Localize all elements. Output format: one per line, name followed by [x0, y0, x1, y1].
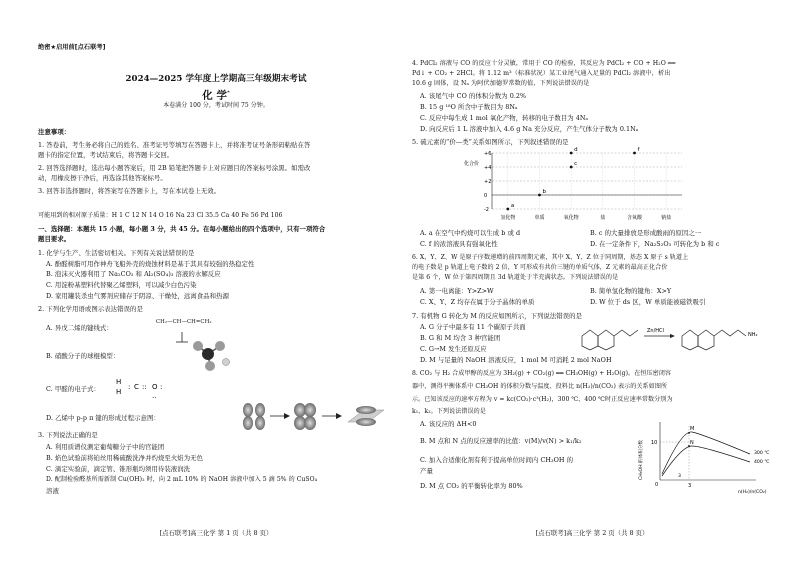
q1-option-a: A. 酚醛树脂可用作神舟飞船外壳的烧蚀材料是基于其具有较强的热稳定性 — [46, 260, 255, 268]
q5-option-c: C. f 的浓溶液具有强氧化性 — [420, 240, 498, 248]
q6-option-d: D. W 位于 ds 区，W 单质能被磁铁吸引 — [590, 298, 706, 306]
data-point-label: a — [510, 203, 515, 209]
q2-option-a: A. 异戊二烯的键线式： — [46, 324, 113, 332]
q5-option-b: B. c 的大量排放是形成酸雨的原因之一 — [590, 229, 702, 237]
data-point-label: c — [574, 161, 578, 167]
g-to-m-reaction-icon — [572, 318, 768, 354]
q8-line: 器中，测得平衡体系中 CH₃OH 的体积分数与温度、投料比 n(H₂)/n(CO₂) 表示的关系如图所 — [412, 383, 668, 390]
q6-line: 是第 6 个，W 位于第四周期且 3d 轨道处于半充满状态。下列说法错误的是 — [412, 274, 619, 281]
series-label: 300 ℃ — [754, 451, 770, 456]
page-footer-right: [点石联考]高三化学 第 2 页（共 8 页） — [535, 529, 649, 537]
q8-option-b: B. M 点和 N 点的反应速率的比值：v(M)/v(N) > k₁/k₂ — [420, 437, 582, 445]
x-axis-label: n(H₂)/n(CO₂) — [738, 490, 767, 495]
q1-stem: 1. 化学与生产、生活密切相关。下列有关说法错误的是 — [38, 249, 195, 257]
q4-line: 4. PdCl₂ 溶液与 CO 的反应十分灵敏，常用于 CO 的检验，其反应为 PdCl₂ + CO + H₂O ══ — [412, 60, 676, 67]
svg-text::: : — [160, 383, 163, 391]
data-point — [688, 445, 690, 447]
exam-title: 2024—2025 学年度上学期高三年级期末考试 — [125, 74, 307, 84]
x-tick-label: 钠盐 — [661, 215, 672, 221]
y-tick-label: 0 — [484, 193, 488, 199]
right-column — [412, 0, 772, 561]
q5-stem: 5. 硫元素的“价—类”关系如图所示，下列叙述错误的是 — [412, 138, 569, 146]
series-line — [662, 432, 750, 474]
q7-option-d: D. M 与足量的 NaOH 溶液反应，1 mol M 可消耗 2 mol NaOH — [420, 356, 612, 364]
left-column — [38, 0, 394, 561]
notice-line: 3. 回答非选择题时，将答案写在答题卡上，写在本试卷上无效。 — [38, 187, 221, 195]
q3-stem: 3. 下列说法正确的是 — [38, 431, 98, 439]
methanol-fraction-chart — [634, 416, 770, 504]
q1-option-b: B. 泡沫灭火器利用了 Na₂CO₃ 和 Al₂(SO₄)₃ 溶液的水解反应 — [46, 270, 221, 278]
q3-option-a: A. 利用质谱仪测定葡萄糖分子中的官能团 — [46, 443, 165, 451]
svg-text:NH₂: NH₂ — [748, 332, 758, 338]
svg-text:O: O — [152, 383, 158, 391]
notice-line: 题卡的指定位置，考试结束后，将答题卡交回。 — [38, 151, 174, 159]
section-heading: 一、选择题：本题共 15 小题，每小题 3 分，共 45 分。在每小题给出的四个选项中，只有一项符合 — [38, 225, 326, 233]
q4-line: 10.6 g 固体，设 Nₐ 为阿伏加德罗常数的值，下列说法错误的是 — [412, 80, 590, 87]
q6-line: 6. X、Y、Z、W 是原子序数递增的前四周期元素，其中 X、Y、Z 位于同周期，基态 X 原子 s 轨道上 — [412, 254, 689, 261]
q2-option-b: B. 硝酸分子的球棍模型： — [46, 352, 120, 360]
y-tick-label: +2 — [484, 179, 492, 185]
notice-line: 动，用橡皮擦干净后，再选涂其他答案标号。 — [38, 174, 167, 182]
q8-option-d: D. M 点 CO₂ 的平衡转化率为 80% — [420, 482, 523, 490]
secret-label: 绝密★启用前[点石联考] — [38, 44, 106, 51]
q5-option-a: A. a 在空气中灼烧可以生成 b 或 d — [420, 229, 521, 237]
q3-option-b: B. 焰色试验前将铂丝用稀硫酸洗净并灼烧至火焰为无色 — [46, 454, 204, 462]
sulfur-valence-chart — [462, 147, 722, 229]
atomic-mass: 可能用到的相对原子质量：H 1 C 12 N 14 O 16 Na 23 Cl 35.5 Ca 40 Fe 56 Pd 106 — [38, 212, 283, 219]
q4-option-c: C. 反应中每生成 1 mol 氧化产物，转移的电子数目为 4Nₐ — [420, 114, 589, 122]
x-tick-label: 盐 — [600, 215, 606, 221]
q2-option-d: D. 乙烯中 p-p π 键的形成过程示意图： — [46, 414, 160, 422]
data-point-label: d — [574, 147, 578, 153]
q8-option-a: A. 该反应的 ΔH<0 — [420, 420, 477, 428]
q1-option-d: D. 家用罐装杀虫气雾剂应储存于阴凉、干燥处，远离食品和热源 — [46, 292, 230, 300]
origin-label: 0 — [655, 482, 659, 488]
x-tick-label: 含氧酸 — [626, 215, 643, 221]
point-label: M — [690, 426, 695, 432]
q8-line: 8. CO₂ 与 H₂ 合成甲醇的反应为 3H₂(g) + CO₂(g) ══ CH₃OH(g) + H₂O(g)。在恒压密闭容 — [412, 370, 672, 377]
q7-stem: 7. 有机物 G 转化为 M 的反应如图所示，下列说法错误的是 — [412, 312, 583, 320]
q3-option-d: D. 配制检验醛基所需新制 Cu(OH)₂ 时，向 2 mL 10% 的 NaOH 溶液中加入 5 滴 5% 的 CuSO₄ — [46, 476, 318, 483]
notice-line: 2. 回答选择题时，选出每小题答案后，用 2B 铅笔把答题卡上对应题目的答案标号涂黑。如需改 — [38, 164, 311, 172]
notice-heading: 注意事项： — [38, 128, 71, 136]
data-point-label: b — [542, 189, 546, 195]
x-tick-label: 氧化物 — [563, 215, 579, 221]
subject-title: 化 学* — [202, 89, 230, 102]
q2-option-c: C. 甲醛的电子式： — [46, 385, 100, 393]
svg-text:H: H — [116, 388, 122, 396]
x-tick-label: 氢化物 — [500, 215, 516, 221]
data-point — [570, 166, 573, 169]
q8-line: 示。已知该反应的速率方程为 v = kc(CO₂)·c³(H₂)，300 ℃、400 ℃时正反应速率常数分别为 — [412, 396, 673, 403]
nitric-acid-ball-stick-icon — [188, 336, 236, 372]
svg-text:::: :: — [142, 383, 147, 391]
q6-option-c: C. X、Y、Z 均存在属于分子晶体的单质 — [420, 298, 535, 306]
q4-option-a: A. 该尾气中 CO 的体积分数为 0.2% — [420, 92, 527, 100]
x-tick-label: 单质 — [534, 215, 545, 221]
svg-text:..: .. — [152, 392, 157, 400]
q7-option-c: C. G→M 发生还原反应 — [420, 345, 487, 353]
pi-bond-orbital-icon — [238, 402, 388, 430]
data-point — [538, 194, 541, 197]
methanol-chart-svg — [634, 416, 770, 500]
annotation-label: 3 — [678, 474, 681, 479]
data-point — [570, 152, 573, 155]
exam-meta: 本卷满分 100 分，考试时间 75 分钟。 — [163, 102, 269, 109]
svg-text:H: H — [116, 378, 122, 386]
q2-structure-formula: CH₂—CH—CH=CH₂ — [156, 319, 212, 325]
formaldehyde-electron-formula-icon — [108, 374, 168, 408]
q3-option-c: C. 滴定实验前，滴定管、锥形瓶均须用待装液润洗 — [46, 465, 191, 473]
section-heading-cont: 题目要求。 — [38, 235, 71, 243]
q7-option-b: B. G 和 M 均含 3 种官能团 — [420, 334, 501, 342]
q4-option-b: B. 15 g ¹⁸O 所含中子数目为 8Nₐ — [420, 103, 518, 111]
y-tick-label: -2 — [484, 207, 489, 213]
y-tick-label: +4 — [484, 165, 492, 171]
q6-option-a: A. 第一电离能：Y>Z>W — [420, 287, 494, 295]
series-label: 400 ℃ — [754, 460, 770, 465]
point-label: N — [690, 440, 694, 446]
q1-option-c: C. 用淀粉基塑料代替聚乙烯塑料，可以减少白色污染 — [46, 281, 197, 289]
data-point — [688, 432, 690, 434]
y-tick-label: +6 — [484, 151, 492, 157]
svg-text:C: C — [134, 383, 139, 391]
q8-option-c-cont: 产量 — [420, 467, 433, 475]
data-point — [633, 152, 636, 155]
reaction-arrow-label: Zn/HCl — [647, 328, 664, 334]
page-footer-left: [点石联考]高三化学 第 1 页（共 8 页） — [159, 529, 273, 537]
q3-option-d-cont: 溶液 — [46, 487, 59, 495]
q5-option-d: D. 在一定条件下，Na₂S₂O₃ 可转化为 b 和 c — [590, 240, 720, 248]
q4-option-d: D. 向反应后 1 L 溶液中加入 4.6 g Na 充分反应，产生气体分子数为 0.1Nₐ — [420, 125, 639, 133]
notice-line: 1. 答卷前，考生务必将自己的姓名、准考证号等填写在答题卡上，并将准考证号条形码粘贴在答 — [38, 141, 311, 149]
q6-option-b: B. 简单氢化物的键角：X>Y — [590, 287, 672, 295]
q8-option-c: C. 加入合适催化剂有利于提高单位时间内 CH₃OH 的 — [420, 456, 574, 464]
x-tick-label: 3 — [688, 483, 692, 489]
y-axis-label: 化合价 — [464, 161, 480, 167]
svg-text::: : — [128, 383, 131, 391]
q8-line: k₁、k₂。下列说法错误的是 — [412, 408, 486, 415]
valence-chart-svg — [462, 147, 722, 225]
q6-line: 的电子数是 p 轨道上电子数的 2 倍，Y 可形成有共价三键的单质气体，Z 元素的最高正化合价 — [412, 264, 668, 271]
q7-option-a: A. G 分子中最多有 11 个碳原子共面 — [420, 323, 526, 331]
data-point-label: f — [637, 147, 640, 153]
y-tick-label: 10 — [651, 440, 658, 446]
data-point — [506, 208, 509, 211]
series-line — [662, 446, 750, 476]
q4-line: Pd↓ + CO₂ + 2HCl。将 1.12 m³（标准状况）某工业尾气通入足量的 PdCl₂ 溶液中，析出 — [412, 70, 671, 77]
y-axis-label: CH₃OH 的体积分数 — [639, 439, 644, 480]
q2-stem: 2. 下列化学用语或图示表达错误的是 — [38, 305, 143, 313]
